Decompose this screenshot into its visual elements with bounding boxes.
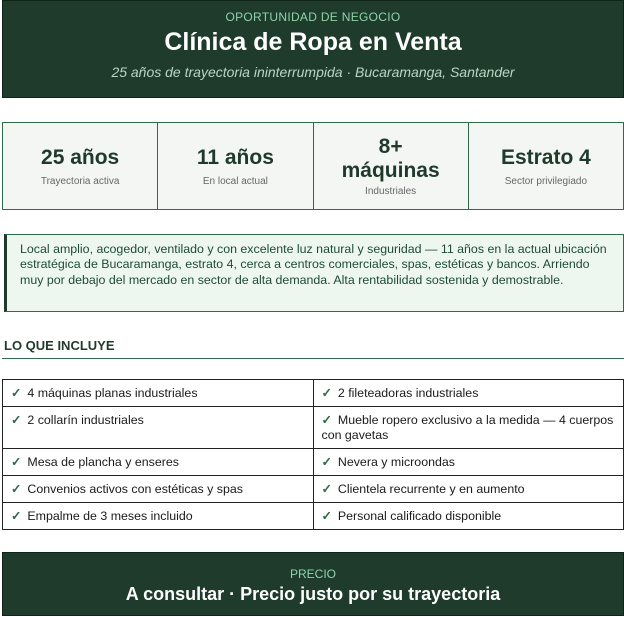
include-item-label: 2 collarín industriales	[27, 413, 144, 427]
check-icon: ✓	[321, 482, 332, 496]
stat-label: Sector privilegiado	[504, 175, 587, 187]
check-icon: ✓	[321, 413, 332, 427]
stat-label: Trayectoria activa	[40, 175, 120, 187]
include-item	[3, 503, 314, 530]
include-item	[313, 476, 624, 503]
includes-table	[2, 379, 624, 530]
stats-row	[2, 122, 624, 210]
check-icon: ✓	[11, 386, 22, 400]
price-value: A consultar · Precio justo por su trayectoria	[125, 584, 501, 604]
include-item	[3, 380, 314, 407]
page-subtitle: 25 años de trayectoria ininterrumpida · Bucaramanga, Santander	[111, 64, 515, 80]
check-icon: ✓	[321, 386, 332, 400]
description-box: Local amplio, acogedor, ventilado y con excelente luz natural y seguridad — 11 años en la actual ubicación estratégica de Bucaramanga, estrato 4, cerca a centros comerciales, spas, estéticas y bancos. Arriendo muy por debajo del mercado en sector de alta demanda. Alta rentabilidad sostenida y demostrable.	[4, 234, 624, 312]
include-item-label: Mesa de plancha y enseres	[27, 455, 179, 469]
check-icon: ✓	[321, 509, 332, 523]
stat-value: 8+ máquinas	[341, 135, 440, 182]
includes-title: LO QUE INCLUYE	[4, 338, 115, 353]
include-item	[3, 407, 314, 449]
include-item	[313, 503, 624, 530]
include-item-label: Mueble ropero exclusivo a la medida — 4 cuerpos con gavetas	[321, 413, 614, 442]
include-item-label: Clientela recurrente y en aumento	[337, 482, 525, 496]
include-item	[313, 407, 624, 449]
stat-local	[158, 123, 313, 209]
check-icon: ✓	[11, 509, 22, 523]
check-icon: ✓	[11, 482, 22, 496]
check-icon: ✓	[11, 413, 22, 427]
header-eyebrow: OPORTUNIDAD DE NEGOCIO	[225, 10, 401, 24]
table-row	[3, 503, 624, 530]
section-divider	[2, 358, 624, 359]
stat-value: Estrato 4	[500, 145, 591, 169]
stat-trayectoria	[3, 123, 158, 209]
page-title: Clínica de Ropa en Venta	[164, 28, 462, 56]
check-icon: ✓	[321, 455, 332, 469]
stat-value: 25 años	[41, 145, 120, 169]
table-row	[3, 407, 624, 449]
table-row	[3, 476, 624, 503]
include-item	[3, 449, 314, 476]
include-item-label: Empalme de 3 meses incluido	[27, 509, 193, 523]
stat-label: Industriales	[365, 186, 417, 197]
stat-label: En local actual	[202, 175, 268, 187]
include-item-label: Convenios activos con estéticas y spas	[27, 482, 243, 496]
include-item-label: Nevera y microondas	[337, 455, 455, 469]
include-item	[3, 476, 314, 503]
header-banner	[2, 0, 624, 98]
include-item-label: Personal calificado disponible	[337, 509, 502, 523]
stat-estrato	[469, 123, 623, 209]
stat-value: 11 años	[196, 145, 274, 169]
price-banner	[2, 552, 624, 616]
stat-maquinas	[314, 123, 469, 209]
include-item	[313, 380, 624, 407]
table-row	[3, 449, 624, 476]
include-item-label: 4 máquinas planas industriales	[27, 386, 198, 400]
include-item-label: 2 fileteadoras industriales	[337, 386, 479, 400]
price-label: PRECIO	[289, 567, 336, 581]
table-row	[3, 380, 624, 407]
check-icon: ✓	[11, 455, 22, 469]
include-item	[313, 449, 624, 476]
